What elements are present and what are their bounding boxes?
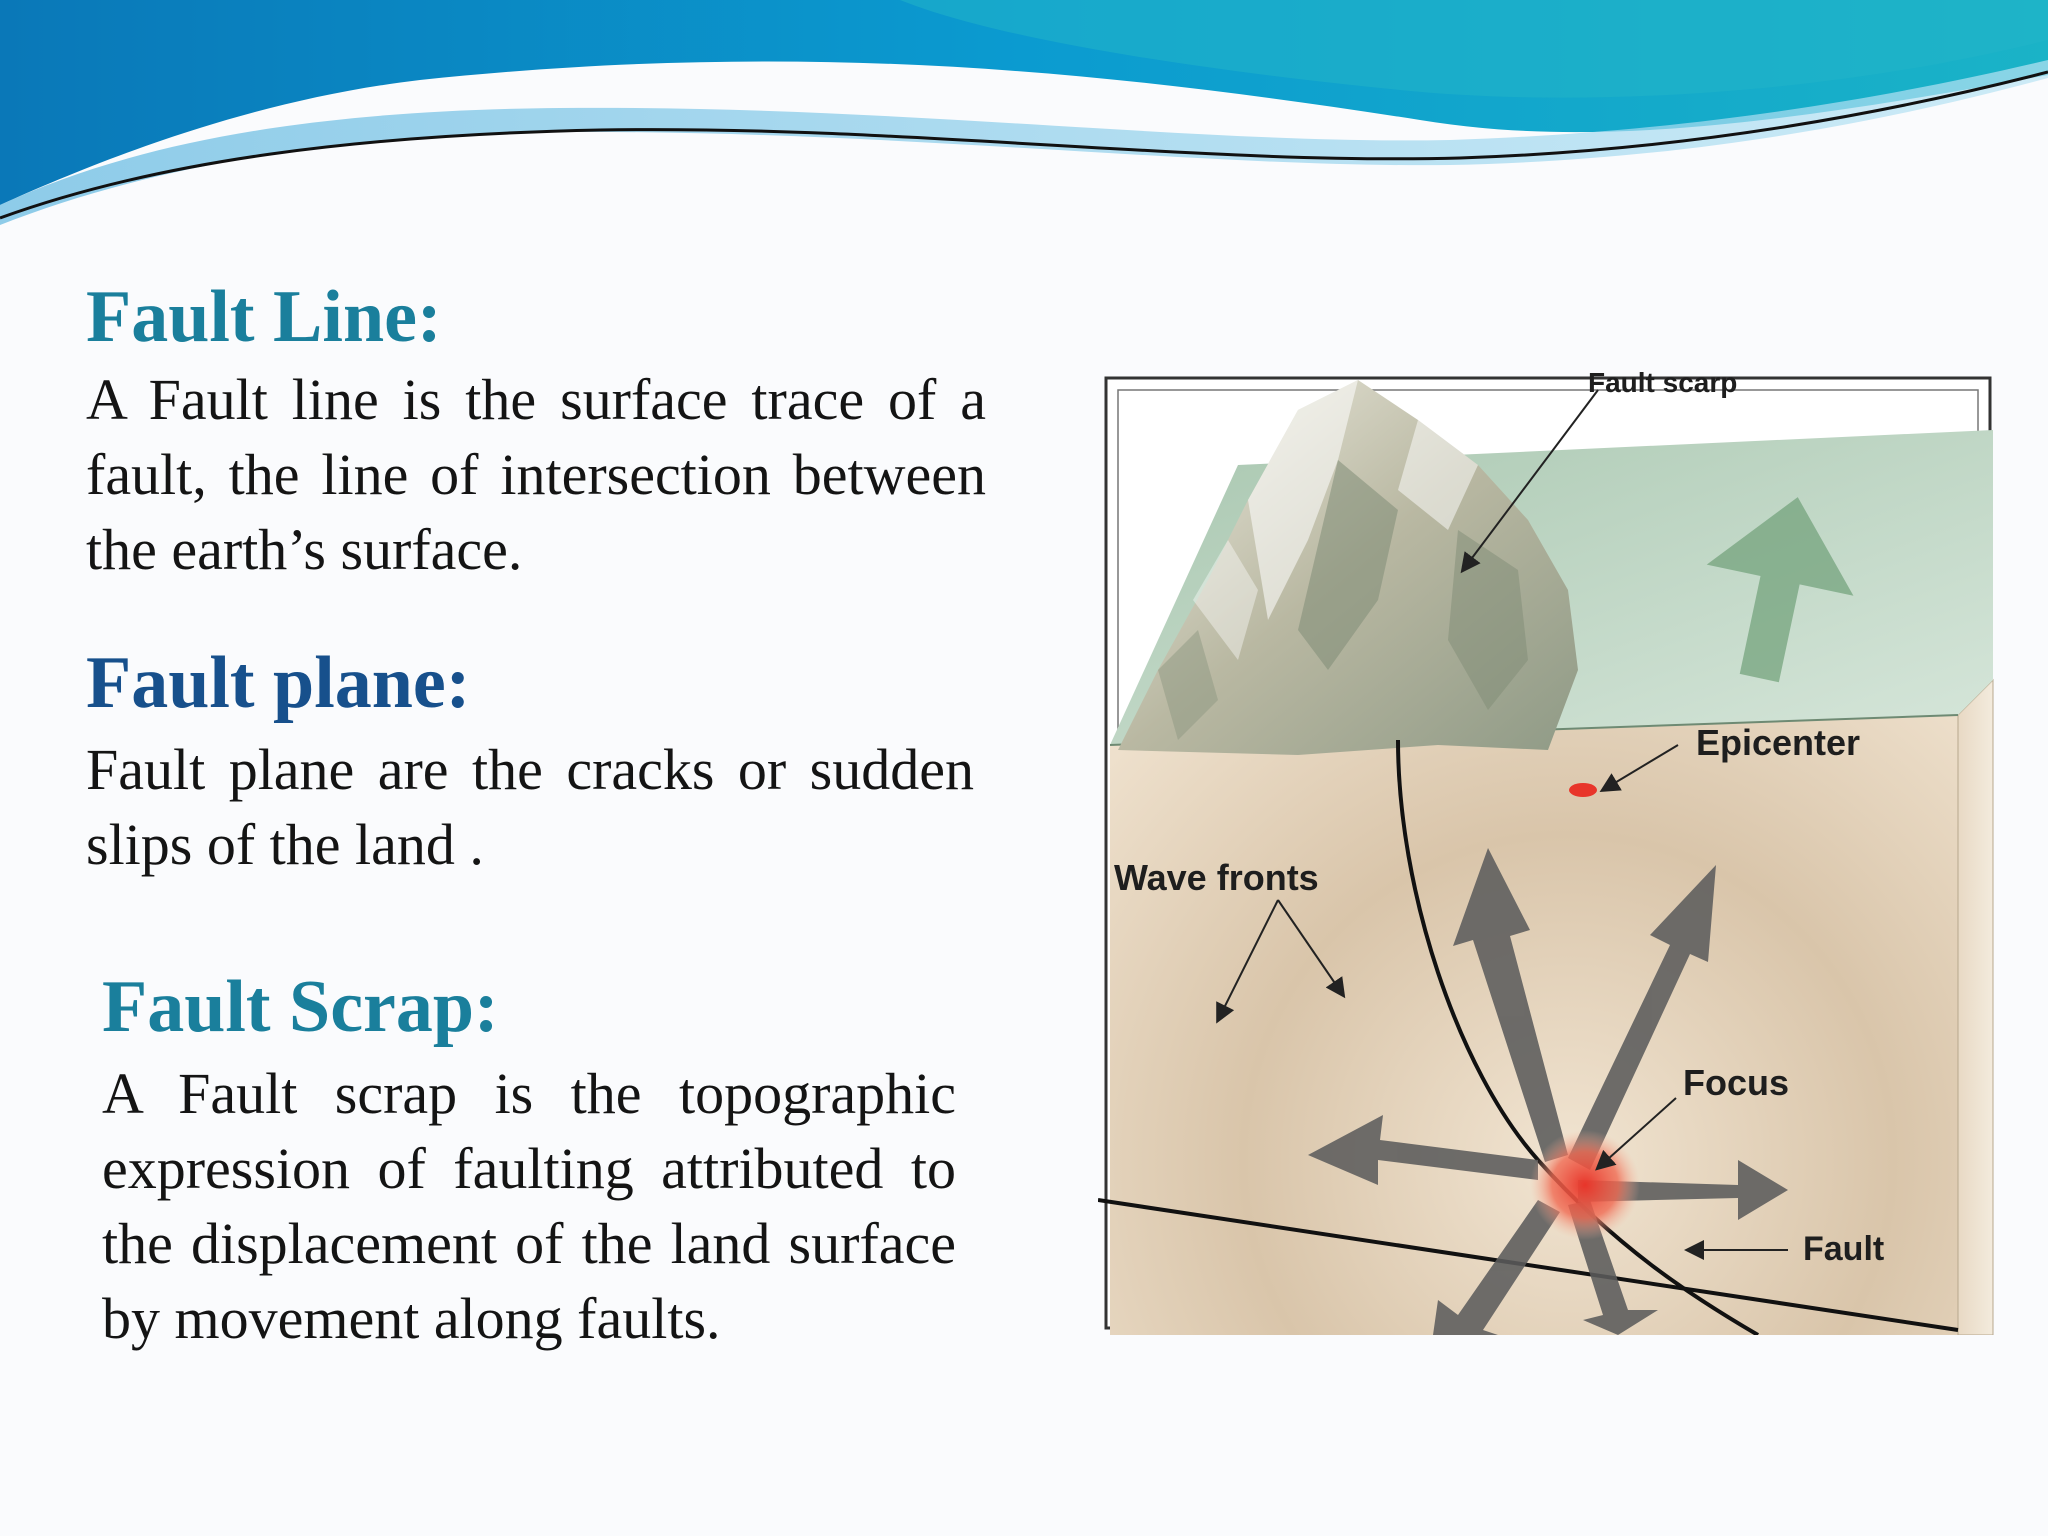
block-side-face xyxy=(1958,680,1993,1335)
fault-line-text: A Fault line is the surface trace of a fault, the line of intersection between the earth’s surface. xyxy=(86,367,986,582)
fault-line-heading: Fault Line: xyxy=(86,276,442,358)
focus-point xyxy=(1530,1130,1640,1240)
fault-scrap-heading: Fault Scrap: xyxy=(102,966,499,1048)
fault-label: Fault xyxy=(1803,1230,1885,1268)
fault-block-diagram xyxy=(1098,370,1998,1335)
wave-fronts-label: Wave fronts xyxy=(1114,857,1319,898)
fault-scarp-label: Fault scarp xyxy=(1588,370,1738,398)
focus-label: Focus xyxy=(1683,1062,1790,1103)
header-wave-decoration xyxy=(0,0,2048,240)
epicenter-label: Epicenter xyxy=(1696,722,1861,763)
fault-plane-heading: Fault plane: xyxy=(86,642,471,724)
epicenter-point xyxy=(1569,783,1597,797)
fault-scrap-text: A Fault scrap is the topographic expression of faulting attributed to the displacement of the land surface by movement along faults. xyxy=(102,1061,956,1351)
fault-plane-text: Fault plane are the cracks or sudden slips of the land . xyxy=(86,737,974,877)
